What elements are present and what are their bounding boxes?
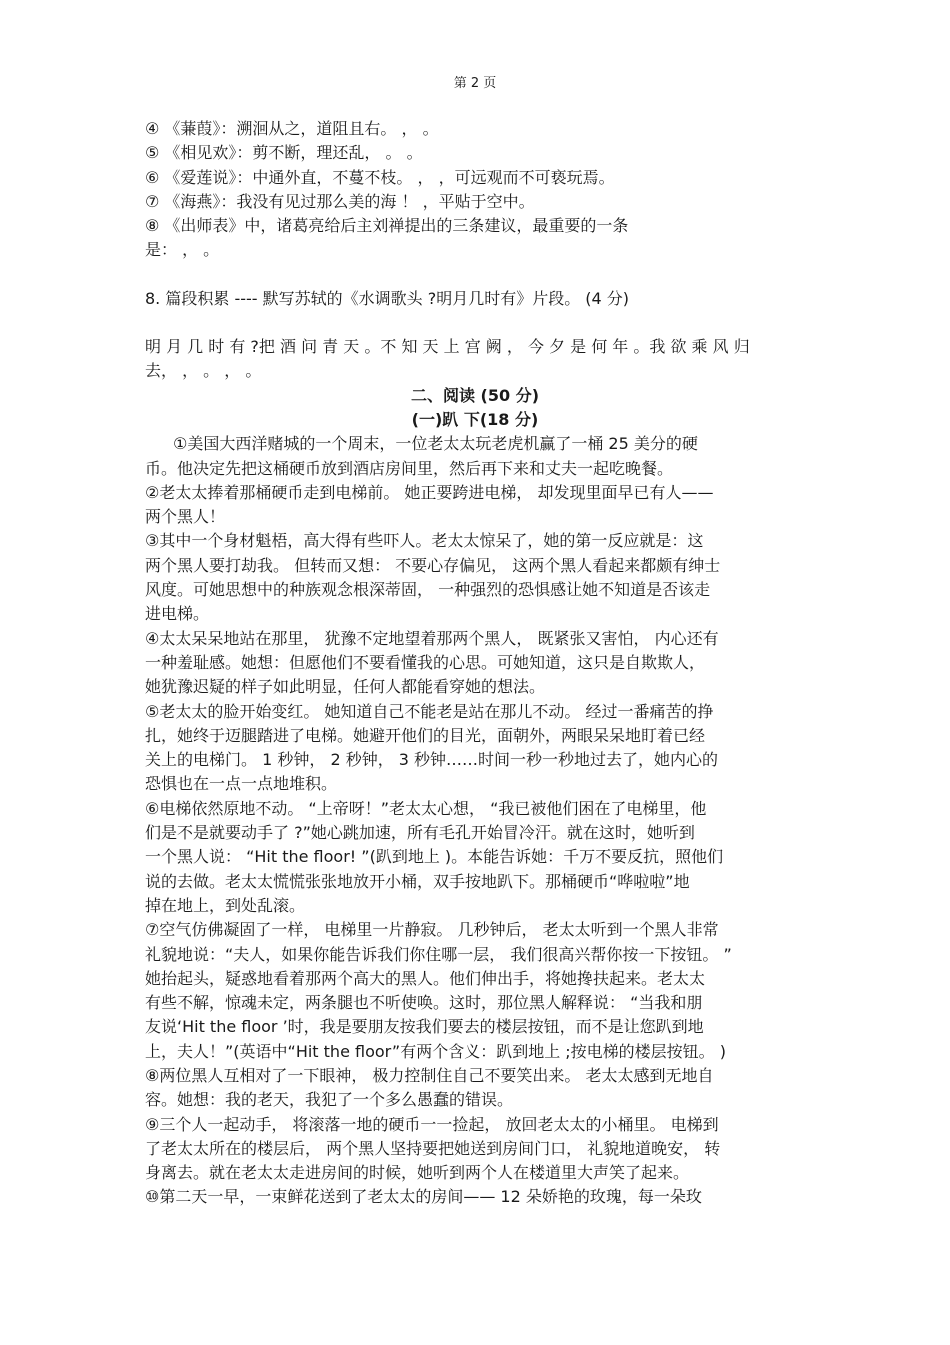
passage-line: 友说‘Hit the floor ’时，我是要朋友按我们要去的楼层按钮，而不是让您趴到地 [145,1017,704,1037]
passage-line: ①美国大西洋赌城的一个周末，一位老太太玩老虎机赢了一桶 25 美分的硬 [173,434,698,454]
fill-blank-line: ⑤ 《相见欢》：剪不断，理还乱， 。 。 [145,143,423,163]
poem-line: 去， ， 。 ， 。 [145,361,262,381]
passage-line: 一种羞耻感。她想：但愿他们不要看懂我的心思。可她知道，这只是自欺欺人， [145,652,706,672]
passage-line: 关上的电梯门。 1 秒钟， 2 秒钟， 3 秒钟……时间一秒一秒地过去了，她内心的 [145,750,719,770]
passage-line: 扎，她终于迈腿踏进了电梯。她避开他们的目光，面朝外，两眼呆呆地盯着已经 [145,725,706,745]
passage-line: 说的去做。老太太慌慌张张地放开小桶，双手按地趴下。那桶硬币“哗啦啦”地 [145,871,690,891]
passage-line: ⑥电梯依然原地不动。 “上帝呀！”老太太心想， “我已被他们困在了电梯里，他 [145,798,707,818]
poem-line: 明 月 几 时 有 ?把 酒 问 青 天 。不 知 天 上 宫 阙 ， 今 夕 是 何 年 。我 欲 乘 风 归 [145,337,750,357]
passage-line: 恐惧也在一点一点地堆积。 [145,774,338,794]
passage-line: ③其中一个身材魁梧，高大得有些吓人。老太太惊呆了，她的第一反应就是：这 [145,531,704,551]
section-title: 二、阅读 (50 分) [410,385,540,405]
passage-line: ⑤老太太的脸开始变红。 她知道自己不能老是站在那儿不动。 经过一番痛苦的挣 [145,701,714,721]
passage-line: ⑩第二天一早，一束鲜花送到了老太太的房间—— 12 朵娇艳的玫瑰，每一朵玫 [145,1187,702,1207]
spacer [145,311,805,335]
passage-title: (一)趴 下(18 分) [411,409,539,429]
passage-line: 风度。可她思想中的种族观念根深蒂固， 一种强烈的恐惧感让她不知道是否该走 [145,580,711,600]
page-content [145,117,805,1210]
passage-line: ②老太太捧着那桶硬币走到电梯前。 她正要跨进电梯， 却发现里面早已有人—— [145,482,714,502]
passage-line: 两个黑人！ [145,507,226,527]
passage-line: 一个黑人说： “Hit the floor! ”(趴到地上 )。本能告诉她：千万不要反抗，照他们 [145,847,724,867]
passage-line: 了老太太所在的楼层后， 两个黑人坚持要把她送到房间门口， 礼貌地道晚安， 转 [145,1138,721,1158]
fill-blank-line: ⑧ 《出师表》中，诸葛亮给后主刘禅提出的三条建议，最重要的一条 [145,216,629,236]
passage-line: ⑨三个人一起动手， 将滚落一地的硬币一一捡起， 放回老太太的小桶里。 电梯到 [145,1114,719,1134]
passage-line: 礼貌地说：“夫人，如果你能告诉我们你住哪一层， 我们很高兴帮你按一下按钮。 ” [145,944,732,964]
passage-line: 两个黑人要打劫我。 但转而又想： 不要心存偏见， 这两个黑人看起来都颇有绅士 [145,555,721,575]
passage-line: 她抬起头，疑惑地看着那两个高大的黑人。他们伸出手，将她搀扶起来。老太太 [145,968,706,988]
passage-body [145,432,805,1210]
passage-line: ⑦空气仿佛凝固了一样， 电梯里一片静寂。 几秒钟后， 老太太听到一个黑人非常 [145,920,719,940]
passage-line: 上，夫人！”(英语中“Hit the floor”有两个含义：趴到地上 ;按电梯的楼层按钮。 ) [145,1041,727,1061]
passage-line: 币。他决定先把这桶硬币放到酒店房间里，然后再下来和丈夫一起吃晚餐。 [145,458,674,478]
fill-blank-line: ⑥ 《爱莲说》：中通外直，不蔓不枝。 ， ，可远观而不可亵玩焉。 [145,167,615,187]
passage-line: ⑧两位黑人互相对了一下眼神， 极力控制住自己不要笑出来。 老太太感到无地自 [145,1065,714,1085]
passage-line: 她犹豫迟疑的样子如此明显，任何人都能看穿她的想法。 [145,677,546,697]
question-8: 8. 篇段积累 ---- 默写苏轼的《水调歌头 ?明月几时有》片段。 (4 分) [145,288,630,308]
spacer [145,263,805,287]
passage-line: ④太太呆呆地站在那里， 犹豫不定地望着那两个黑人， 既紧张又害怕， 内心还有 [145,628,719,648]
passage-line: 身离去。就在老太太走进房间的时候，她听到两个人在楼道里大声笑了起来。 [145,1163,690,1183]
passage-line: 进电梯。 [145,604,210,624]
fill-blank-line: ④ 《蒹葭》：溯洄从之，道阻且右。 ， 。 [145,119,439,138]
fill-blank-line: 是： ， 。 [145,240,220,260]
page-number: 第 2 页 [453,76,497,91]
passage-line: 有些不解，惊魂未定，两条腿也不听使唤。这时，那位黑人解释说： “当我和朋 [145,993,703,1013]
passage-line: 们是不是就要动手了 ?”她心跳加速，所有毛孔开始冒冷汗。就在这时，她听到 [145,823,695,843]
fill-blank-line: ⑦ 《海燕》：我没有见过那么美的海 ！ ，平贴于空中。 [145,191,535,211]
passage-line: 容。她想：我的老天，我犯了一个多么愚蠢的错误。 [145,1090,514,1110]
passage-line: 掉在地上，到处乱滚。 [145,895,306,915]
